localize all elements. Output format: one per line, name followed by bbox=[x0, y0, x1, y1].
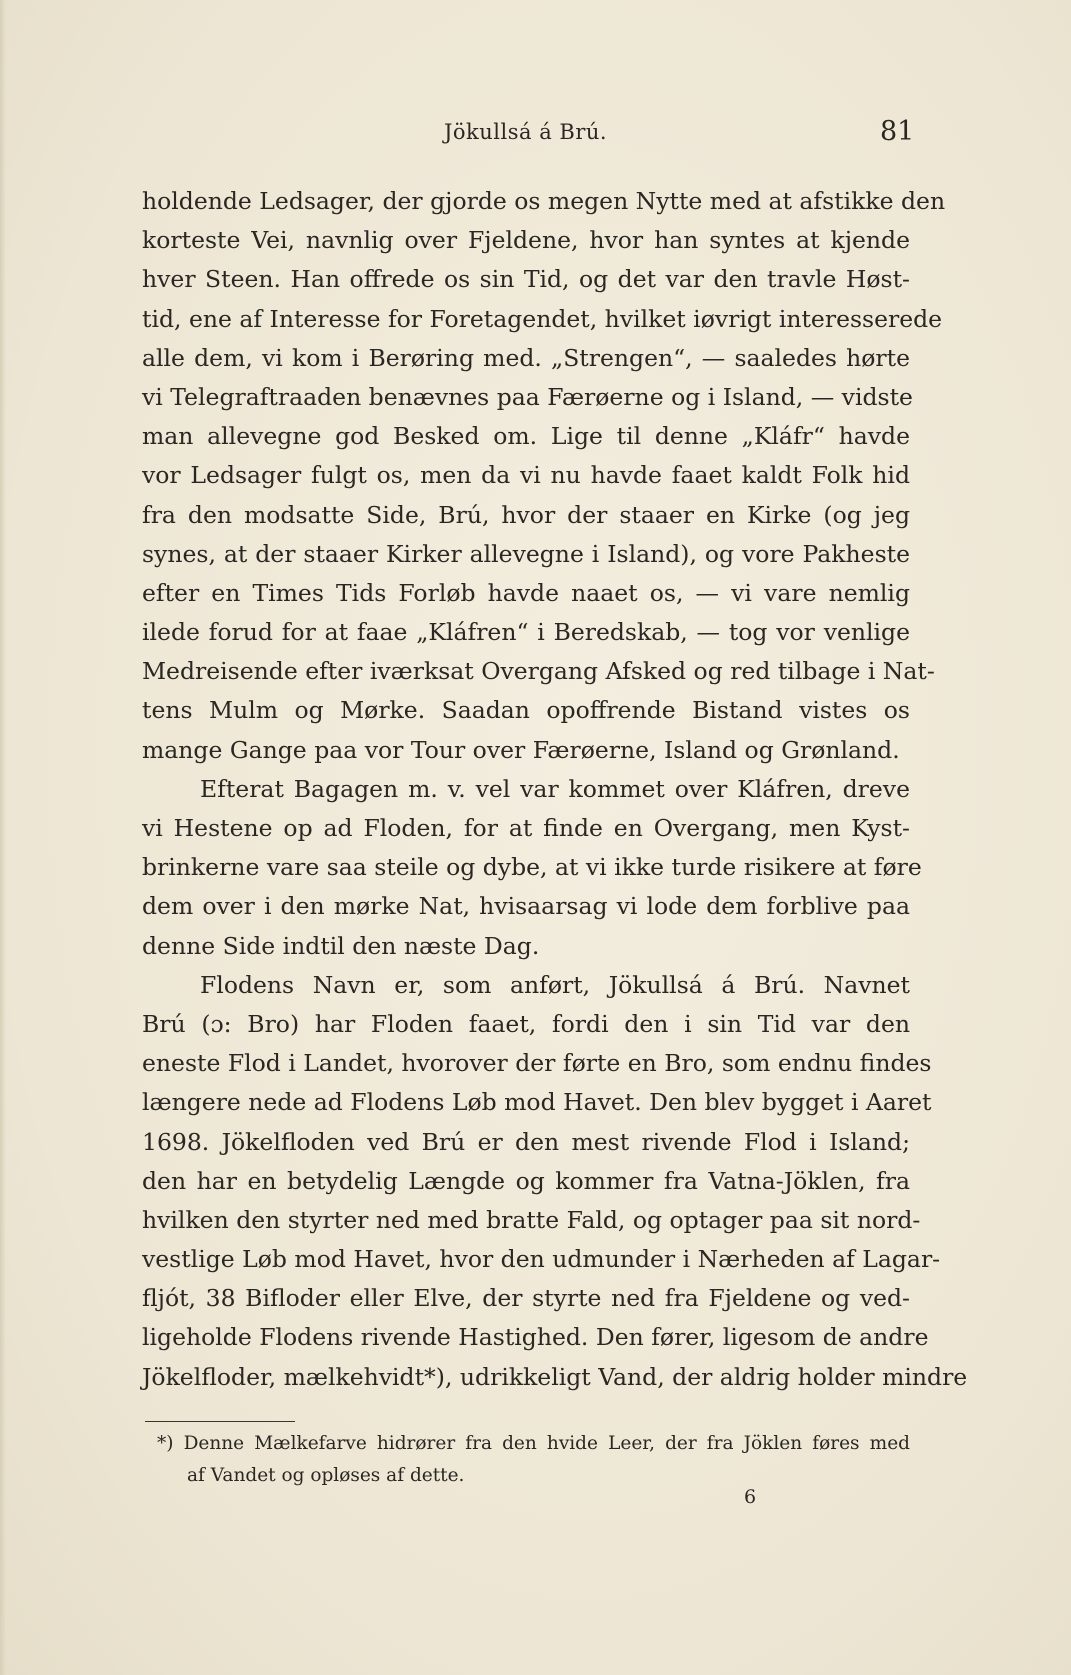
body-text bbox=[142, 182, 968, 1397]
text-line: Jökelfloder, mælkehvidt*), udrikkeligt Vand, der aldrig holder mindre bbox=[142, 1362, 968, 1391]
page-number: 81 bbox=[880, 116, 915, 147]
footnote-divider bbox=[145, 1421, 295, 1422]
signature-mark: 6 bbox=[744, 1486, 757, 1508]
text-line: denne Side indtil den næste Dag. bbox=[142, 931, 540, 960]
text-line: mange Gange paa vor Tour over Færøerne, Island og Grønland. bbox=[142, 735, 900, 764]
text-line: ligeholde Flodens rivende Hastighed. Den fører, ligesom de andre bbox=[142, 1323, 929, 1352]
text-line: fljót, 38 Bifloder eller Elve, der styrte ned fra Fjeldene og ved- bbox=[142, 1284, 910, 1313]
text-line: efter en Times Tids Forløb havde naaet os, — vi vare nemlig bbox=[142, 578, 910, 607]
text-line: vi Hestene op ad Floden, for at finde en Overgang, men Kyst- bbox=[142, 814, 910, 842]
text-line: synes, at der staaer Kirker allevegne i Island), og vore Pakheste bbox=[142, 539, 910, 568]
text-line: Brú (ɔ: Bro) har Floden faaet, fordi den i sin Tid var den bbox=[142, 1009, 910, 1038]
text-line: alle dem, vi kom i Berøring med. „Strengen“, — saaledes hørte bbox=[142, 343, 910, 372]
footnote-line: *) Denne Mælkefarve hidrører fra den hvide Leer, der fra Jöklen føres med bbox=[157, 1433, 910, 1454]
text-line: vestlige Løb mod Havet, hvor den udmunder i Nærheden af Lagar- bbox=[142, 1245, 941, 1274]
text-line: man allevegne god Besked om. Lige til denne „Kláfr“ havde bbox=[142, 422, 910, 451]
text-line: længere nede ad Flodens Løb mod Havet. Den blev bygget i Aaret bbox=[142, 1088, 932, 1117]
text-line: brinkerne vare saa steile og dybe, at vi ikke turde risikere at føre bbox=[142, 853, 922, 882]
text-line: hver Steen. Han offrede os sin Tid, og det var den travle Høst- bbox=[142, 265, 910, 294]
text-line: tid, ene af Interesse for Foretagendet, hvilket iøvrigt interesserede bbox=[142, 304, 943, 333]
text-line: hvilken den styrter ned med bratte Fald, og optager paa sit nord- bbox=[142, 1205, 921, 1234]
text-line: 1698. Jökelfloden ved Brú er den mest rivende Flod i Island; bbox=[142, 1127, 910, 1156]
footnote-line: af Vandet og opløses af dette. bbox=[187, 1465, 465, 1486]
text-line: dem over i den mørke Nat, hvisaarsag vi lode dem forblive paa bbox=[142, 892, 910, 921]
text-line: vor Ledsager fulgt os, men da vi nu havde faaet kaldt Folk hid bbox=[142, 461, 910, 490]
text-line: korteste Vei, navnlig over Fjeldene, hvor han syntes at kjende bbox=[142, 226, 910, 255]
text-line: tens Mulm og Mørke. Saadan opoffrende Bistand vistes os bbox=[142, 696, 910, 725]
text-line: fra den modsatte Side, Brú, hvor der staaer en Kirke (og jeg bbox=[142, 500, 910, 529]
text-line: den har en betydelig Længde og kommer fra Vatna-Jöklen, fra bbox=[142, 1166, 910, 1195]
text-line: Efterat Bagagen m. v. vel var kommet over Kláfren, dreve bbox=[200, 774, 910, 803]
text-line: holdende Ledsager, der gjorde os megen Nytte med at afstikke den bbox=[142, 187, 946, 215]
page-gutter-shadow bbox=[0, 0, 6, 1675]
text-line: eneste Flod i Landet, hvorover der førte en Bro, som endnu findes bbox=[142, 1049, 932, 1078]
footnote bbox=[157, 1428, 910, 1492]
text-line: vi Telegraftraaden benævnes paa Færøerne og i Island, — vidste bbox=[142, 382, 913, 411]
text-line: Medreisende efter iværksat Overgang Afsked og red tilbage i Nat- bbox=[142, 657, 935, 686]
text-line: Flodens Navn er, som anført, Jökullsá á Brú. Navnet bbox=[200, 970, 910, 999]
text-line: ilede forud for at faae „Kláfren“ i Beredskab, — tog vor venlige bbox=[142, 618, 910, 647]
running-head: Jökullsá á Brú. bbox=[444, 120, 608, 144]
